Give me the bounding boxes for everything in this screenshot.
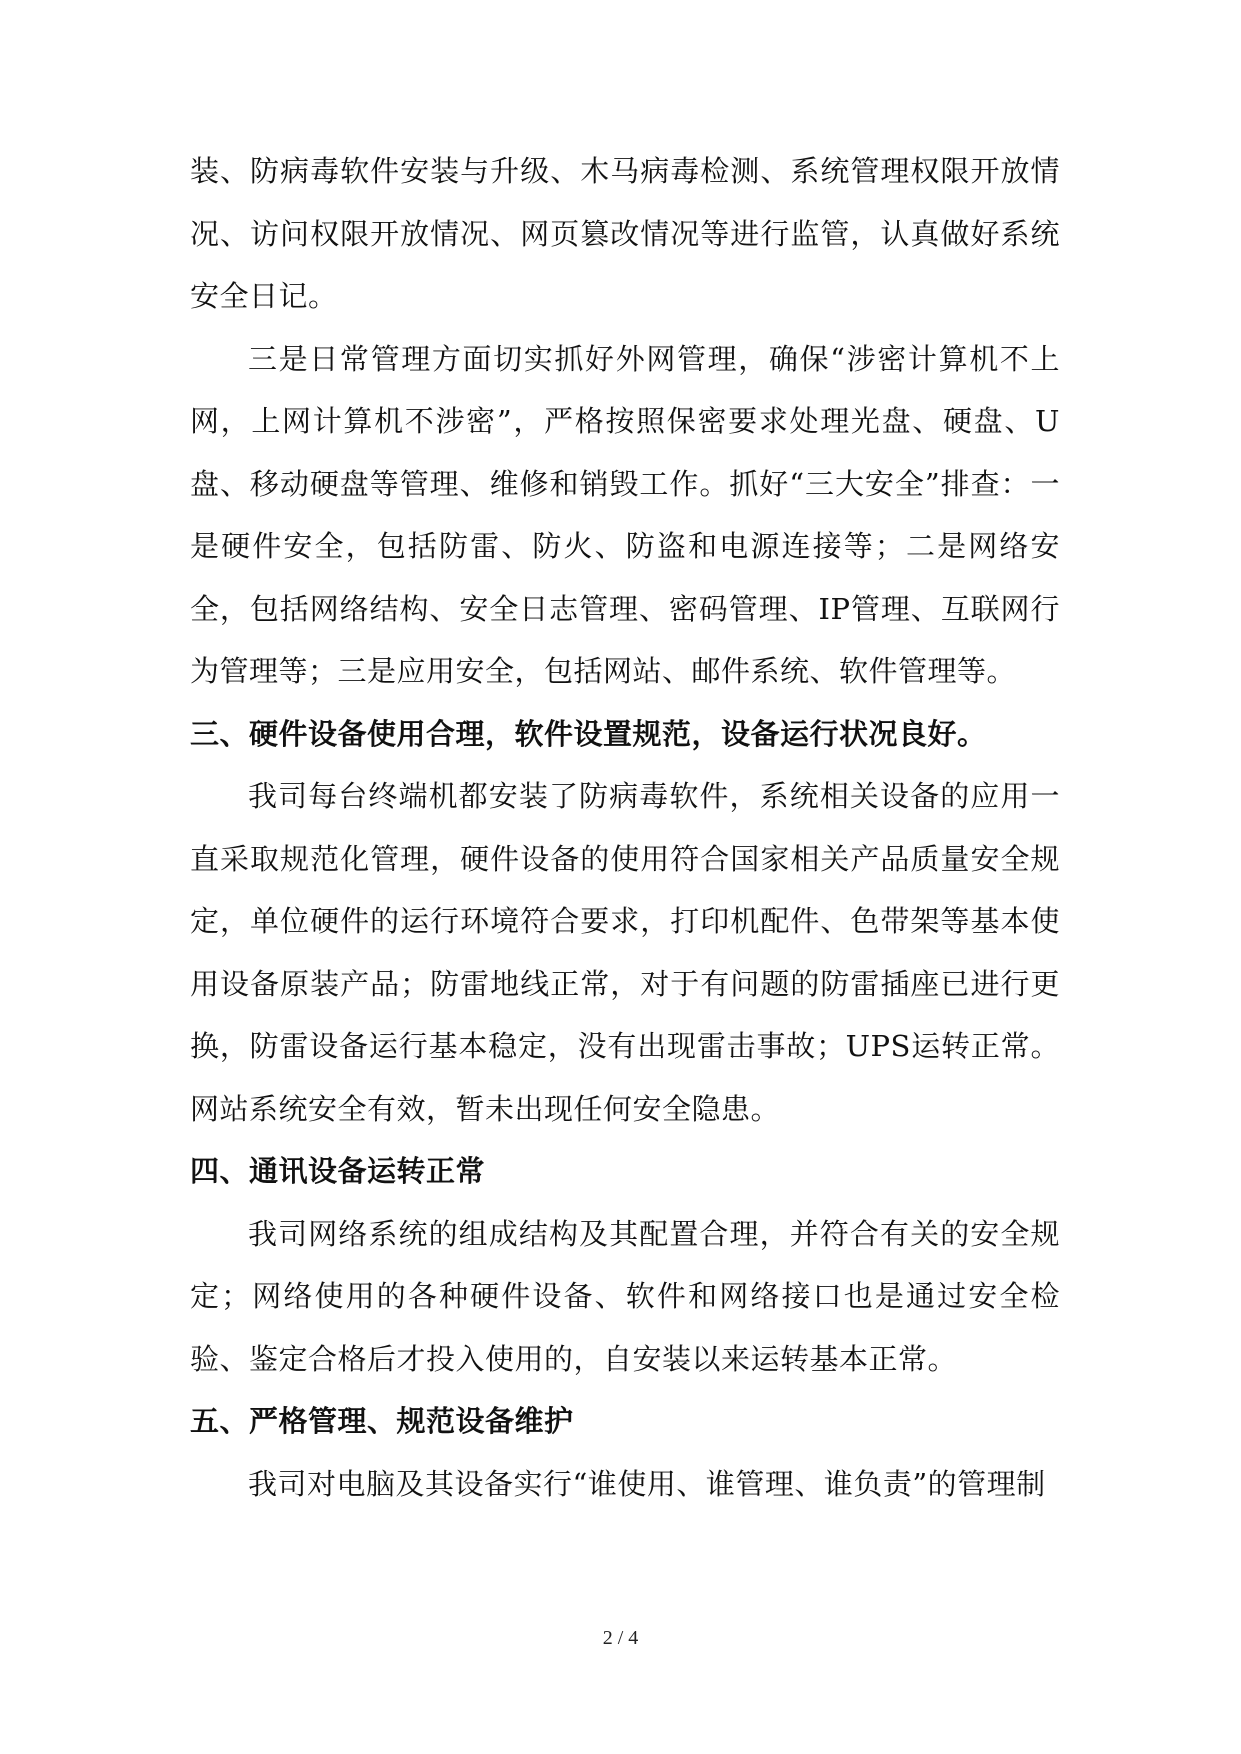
section-heading-communication: 四、通讯设备运转正常 [190, 1154, 486, 1188]
page-number: 2 / 4 [602, 1627, 639, 1649]
paragraph-communication: 我司网络系统的组成结构及其配置合理，并符合有关的安全规定；网络使用的各种硬件设备、软件和网络接口也是通过安全检验、鉴定合格后才投入使用的，自安装以来运转基本正常。 [190, 1216, 1060, 1376]
section-heading-hardware: 三、硬件设备使用合理，软件设置规范，设备运行状况良好。 [190, 716, 987, 751]
paragraph-monitoring: 装、防病毒软件安装与升级、木马病毒检测、系统管理权限开放情况、访问权限开放情况、网页篡改情况等进行监管，认真做好系统安全日记。 [190, 154, 1060, 313]
paragraph-maintenance: 我司对电脑及其设备实行“谁使用、谁管理、谁负责”的管理制 [248, 1466, 1046, 1501]
section-heading-maintenance: 五、严格管理、规范设备维护 [190, 1404, 574, 1438]
paragraph-daily-management: 三是日常管理方面切实抓好外网管理，确保“涉密计算机不上网，上网计算机不涉密”，严格按照保密要求处理光盘、硬盘、U盘、移动硬盘等管理、维修和销毁工作。抓好“三大安全”排查：一是硬件安全，包括防雷、防火、防盗和电源连接等；二是网络安全，包括网络结构、安全日志管理、密码管理、IP管理、互联网行为管理等；三是应用安全，包括网站、邮件系统、软件管理等。 [190, 341, 1060, 688]
document-body [190, 140, 1060, 1515]
paragraph-hardware: 我司每台终端机都安装了防病毒软件，系统相关设备的应用一直采取规范化管理，硬件设备的使用符合国家相关产品质量安全规定，单位硬件的运行环境符合要求，打印机配件、色带架等基本使用设备原装产品；防雷地线正常，对于有问题的防雷插座已进行更换，防雷设备运行基本稳定，没有出现雷击事故；UPS运转正常。网站系统安全有效，暂未出现任何安全隐患。 [190, 779, 1060, 1126]
